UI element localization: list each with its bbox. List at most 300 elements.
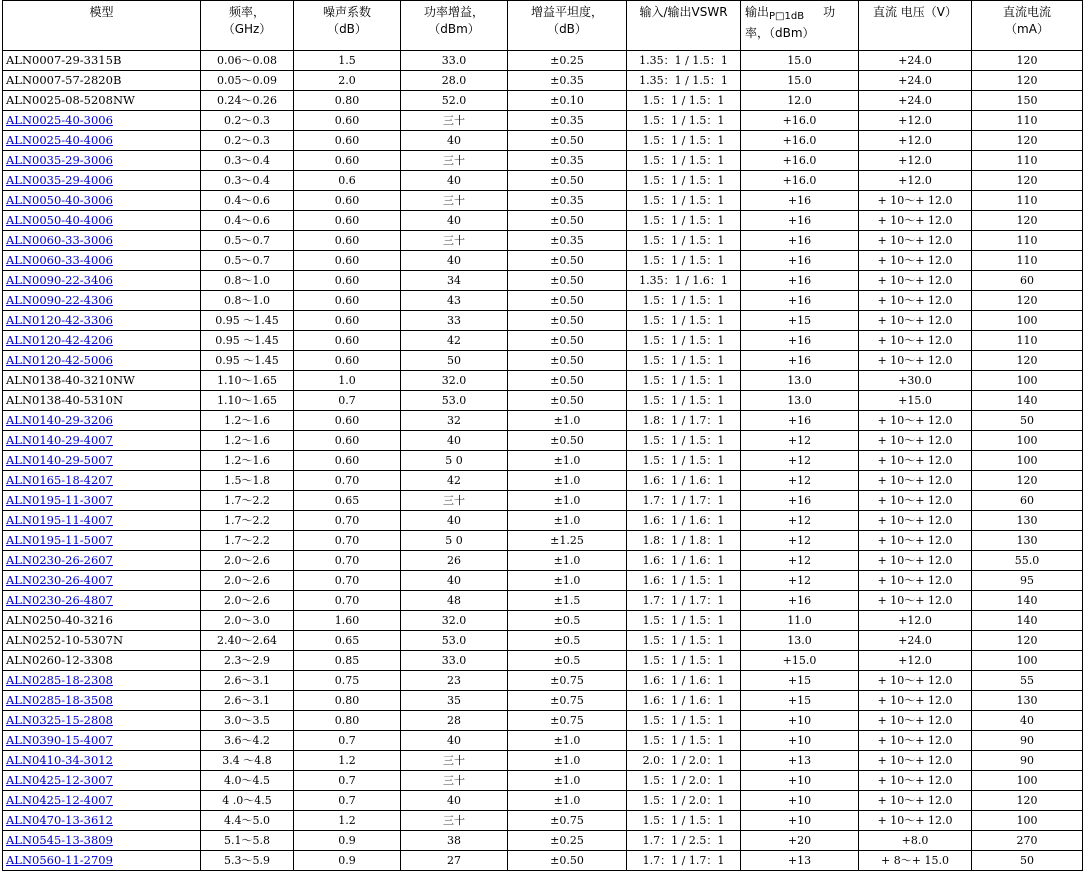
model-link[interactable]: ALN0390-15-4007 [6, 733, 113, 747]
table-row [3, 351, 1083, 371]
curr-cell: 110 [972, 191, 1083, 211]
vswr-cell: 1.7：1 / 1.7：1 [627, 851, 741, 871]
volt-cell: + 10～+ 12.0 [859, 731, 972, 751]
pout-cell: 15.0 [741, 51, 859, 71]
model-cell [3, 391, 201, 411]
curr-cell: 140 [972, 591, 1083, 611]
model-link[interactable]: ALN0545-13-3809 [6, 833, 113, 847]
volt-cell: + 10～+ 12.0 [859, 331, 972, 351]
vswr-cell: 1.5：1 / 1.5：1 [627, 351, 741, 371]
pout-cell: +12 [741, 451, 859, 471]
gain-cell: 50 [401, 351, 508, 371]
model-link[interactable]: ALN0195-11-3007 [6, 493, 113, 507]
pout-cell: +16 [741, 331, 859, 351]
freq-cell: 2.0～2.6 [201, 591, 294, 611]
volt-cell: + 10～+ 12.0 [859, 351, 972, 371]
vswr-cell: 1.6：1 / 1.5：1 [627, 571, 741, 591]
nf-cell: 0.60 [294, 311, 401, 331]
model-cell [3, 171, 201, 191]
volt-cell: + 10～+ 12.0 [859, 771, 972, 791]
gain-cell: 5 0 [401, 531, 508, 551]
pout-cell: +16 [741, 251, 859, 271]
gain-cell: 40 [401, 731, 508, 751]
pout-cell: 11.0 [741, 611, 859, 631]
curr-cell: 100 [972, 431, 1083, 451]
flat-cell: ±0.50 [508, 211, 627, 231]
gain-cell: 32 [401, 411, 508, 431]
model-link[interactable]: ALN0560-11-2709 [6, 853, 113, 867]
gain-cell: 34 [401, 271, 508, 291]
freq-cell: 4 .0～4.5 [201, 791, 294, 811]
model-link[interactable]: ALN0195-11-4007 [6, 513, 113, 527]
flat-cell: ±0.50 [508, 391, 627, 411]
header-gain-flatness-label: 增益平坦度， [530, 5, 603, 19]
nf-cell: 0.80 [294, 91, 401, 111]
nf-cell: 0.75 [294, 671, 401, 691]
curr-cell: 60 [972, 491, 1083, 511]
table-row [3, 791, 1083, 811]
nf-cell: 1.0 [294, 371, 401, 391]
nf-cell: 0.60 [294, 411, 401, 431]
flat-cell: ±1.0 [508, 471, 627, 491]
model-link[interactable]: ALN0050-40-4006 [6, 213, 113, 227]
model-link[interactable]: ALN0050-40-3006 [6, 193, 113, 207]
freq-cell: 2.6～3.1 [201, 691, 294, 711]
model-cell [3, 151, 201, 171]
table-row [3, 751, 1083, 771]
curr-cell: 110 [972, 251, 1083, 271]
vswr-cell: 1.5：1 / 1.5：1 [627, 211, 741, 231]
pout-cell: 12.0 [741, 91, 859, 111]
table-row [3, 271, 1083, 291]
curr-cell: 55.0 [972, 551, 1083, 571]
gain-cell: 40 [401, 251, 508, 271]
header-gain-flatness-unit: （dB） [547, 22, 587, 36]
model-cell [3, 131, 201, 151]
nf-cell: 0.60 [294, 131, 401, 151]
nf-cell: 0.70 [294, 471, 401, 491]
header-power-gain [401, 1, 508, 51]
model-text: ALN0138-40-5310N [6, 393, 124, 407]
gain-cell: 26 [401, 551, 508, 571]
table-row [3, 171, 1083, 191]
volt-cell: + 10～+ 12.0 [859, 471, 972, 491]
pout-cell: +15.0 [741, 651, 859, 671]
vswr-cell: 1.5：1 / 1.5：1 [627, 291, 741, 311]
nf-cell: 0.60 [294, 291, 401, 311]
volt-cell: + 10～+ 12.0 [859, 751, 972, 771]
gain-cell: 53.0 [401, 391, 508, 411]
vswr-cell: 1.5：1 / 1.5：1 [627, 311, 741, 331]
curr-cell: 120 [972, 631, 1083, 651]
model-text: ALN0252-10-5307N [6, 633, 124, 647]
table-row [3, 651, 1083, 671]
pout-cell: +10 [741, 811, 859, 831]
model-link[interactable]: ALN0410-34-3012 [6, 753, 113, 767]
flat-cell: ±1.0 [508, 571, 627, 591]
model-cell [3, 731, 201, 751]
flat-cell: ±0.35 [508, 71, 627, 91]
table-row [3, 151, 1083, 171]
model-cell [3, 51, 201, 71]
gain-cell: 33.0 [401, 651, 508, 671]
model-link[interactable]: ALN0120-42-3306 [6, 313, 113, 327]
freq-cell: 1.7～2.2 [201, 511, 294, 531]
volt-cell: +24.0 [859, 91, 972, 111]
freq-cell: 2.3～2.9 [201, 651, 294, 671]
flat-cell: ±0.50 [508, 371, 627, 391]
volt-cell: + 10～+ 12.0 [859, 231, 972, 251]
model-link[interactable]: ALN0425-12-4007 [6, 793, 113, 807]
table-row [3, 231, 1083, 251]
gain-cell: 40 [401, 511, 508, 531]
nf-cell: 0.70 [294, 551, 401, 571]
model-link[interactable]: ALN0035-29-3006 [6, 153, 113, 167]
pout-cell: +10 [741, 771, 859, 791]
curr-cell: 90 [972, 751, 1083, 771]
table-row [3, 371, 1083, 391]
flat-cell: ±0.25 [508, 831, 627, 851]
nf-cell: 0.80 [294, 711, 401, 731]
model-link[interactable]: ALN0285-18-2308 [6, 673, 113, 687]
volt-cell: + 10～+ 12.0 [859, 571, 972, 591]
model-cell [3, 191, 201, 211]
pout-cell: +16 [741, 591, 859, 611]
volt-cell: + 10～+ 12.0 [859, 311, 972, 331]
model-cell [3, 431, 201, 451]
volt-cell: + 10～+ 12.0 [859, 551, 972, 571]
pout-cell: 13.0 [741, 391, 859, 411]
volt-cell: +12.0 [859, 111, 972, 131]
model-link[interactable]: ALN0230-26-4007 [6, 573, 113, 587]
flat-cell: ±0.5 [508, 651, 627, 671]
table-body [3, 51, 1083, 871]
vswr-cell: 1.7：1 / 1.7：1 [627, 491, 741, 511]
freq-cell: 0.05～0.09 [201, 71, 294, 91]
model-link[interactable]: ALN0230-26-4807 [6, 593, 113, 607]
volt-cell: + 10～+ 12.0 [859, 791, 972, 811]
table-row [3, 731, 1083, 751]
nf-cell: 0.60 [294, 111, 401, 131]
freq-cell: 0.8～1.0 [201, 291, 294, 311]
vswr-cell: 1.6：1 / 1.6：1 [627, 671, 741, 691]
gain-cell: 28.0 [401, 71, 508, 91]
curr-cell: 95 [972, 571, 1083, 591]
vswr-cell: 1.35：1 / 1.5：1 [627, 71, 741, 91]
curr-cell: 40 [972, 711, 1083, 731]
header-dc-current [972, 1, 1083, 51]
flat-cell: ±0.35 [508, 111, 627, 131]
volt-cell: +12.0 [859, 151, 972, 171]
model-link[interactable]: ALN0165-18-4207 [6, 473, 113, 487]
pout-cell: +12 [741, 471, 859, 491]
nf-cell: 0.7 [294, 391, 401, 411]
curr-cell: 110 [972, 111, 1083, 131]
nf-cell: 2.0 [294, 71, 401, 91]
nf-cell: 0.60 [294, 271, 401, 291]
header-vswr-label: 输入/输出VSWR [639, 5, 728, 19]
model-link[interactable]: ALN0120-42-5006 [6, 353, 113, 367]
nf-cell: 0.80 [294, 691, 401, 711]
gain-cell: 40 [401, 171, 508, 191]
curr-cell: 120 [972, 51, 1083, 71]
freq-cell: 0.4～0.6 [201, 211, 294, 231]
model-cell [3, 711, 201, 731]
curr-cell: 60 [972, 271, 1083, 291]
nf-cell: 0.7 [294, 771, 401, 791]
model-text: ALN0250-40-3216 [6, 613, 113, 627]
model-link[interactable]: ALN0230-26-2607 [6, 553, 113, 567]
vswr-cell: 1.5：1 / 1.5：1 [627, 331, 741, 351]
pout-cell: 13.0 [741, 631, 859, 651]
volt-cell: + 10～+ 12.0 [859, 451, 972, 471]
flat-cell: ±1.0 [508, 491, 627, 511]
nf-cell: 0.60 [294, 331, 401, 351]
freq-cell: 3.4 ～4.8 [201, 751, 294, 771]
nf-cell: 0.60 [294, 431, 401, 451]
flat-cell: ±1.25 [508, 531, 627, 551]
model-cell [3, 571, 201, 591]
model-link[interactable]: ALN0140-29-3206 [6, 413, 113, 427]
gain-cell: 23 [401, 671, 508, 691]
freq-cell: 0.06～0.08 [201, 51, 294, 71]
header-row [3, 1, 1083, 51]
table-row [3, 531, 1083, 551]
curr-cell: 150 [972, 91, 1083, 111]
pout-cell: +12 [741, 511, 859, 531]
volt-cell: + 8～+ 15.0 [859, 851, 972, 871]
pout-cell: +12 [741, 571, 859, 591]
flat-cell: ±1.0 [508, 751, 627, 771]
nf-cell: 0.9 [294, 831, 401, 851]
gain-cell: 40 [401, 571, 508, 591]
freq-cell: 2.0～3.0 [201, 611, 294, 631]
pout-cell: +16 [741, 211, 859, 231]
model-cell [3, 351, 201, 371]
model-cell [3, 551, 201, 571]
vswr-cell: 1.5：1 / 1.5：1 [627, 171, 741, 191]
header-output-power-unit: 率，（dBm） [745, 26, 815, 40]
model-cell [3, 471, 201, 491]
header-vswr [627, 1, 741, 51]
header-output-power-label-b: 功 [823, 5, 836, 19]
model-link[interactable]: ALN0025-40-4006 [6, 133, 113, 147]
model-link[interactable]: ALN0325-15-2808 [6, 713, 113, 727]
volt-cell: +24.0 [859, 631, 972, 651]
model-link[interactable]: ALN0140-29-4007 [6, 433, 113, 447]
gain-cell: 三十 [401, 811, 508, 831]
vswr-cell: 1.5：1 / 2.0：1 [627, 771, 741, 791]
flat-cell: ±0.50 [508, 331, 627, 351]
gain-cell: 三十 [401, 231, 508, 251]
curr-cell: 100 [972, 451, 1083, 471]
pout-cell: +12 [741, 551, 859, 571]
model-link[interactable]: ALN0060-33-3006 [6, 233, 113, 247]
pout-cell: +15 [741, 691, 859, 711]
table-row [3, 631, 1083, 651]
model-link[interactable]: ALN0195-11-5007 [6, 533, 113, 547]
table-row [3, 391, 1083, 411]
nf-cell: 0.60 [294, 351, 401, 371]
nf-cell: 0.60 [294, 191, 401, 211]
curr-cell: 100 [972, 651, 1083, 671]
vswr-cell: 1.5：1 / 1.5：1 [627, 731, 741, 751]
nf-cell: 0.60 [294, 151, 401, 171]
vswr-cell: 1.6：1 / 1.6：1 [627, 691, 741, 711]
vswr-cell: 1.7：1 / 2.5：1 [627, 831, 741, 851]
volt-cell: +12.0 [859, 131, 972, 151]
vswr-cell: 1.7：1 / 1.7：1 [627, 591, 741, 611]
pout-cell: +15 [741, 671, 859, 691]
gain-cell: 35 [401, 691, 508, 711]
model-link[interactable]: ALN0470-13-3612 [6, 813, 113, 827]
pout-cell: +12 [741, 531, 859, 551]
model-link[interactable]: ALN0120-42-4206 [6, 333, 113, 347]
flat-cell: ±0.75 [508, 711, 627, 731]
flat-cell: ±0.50 [508, 311, 627, 331]
table-row [3, 691, 1083, 711]
model-link[interactable]: ALN0140-29-5007 [6, 453, 113, 467]
vswr-cell: 1.5：1 / 1.5：1 [627, 131, 741, 151]
pout-cell: 15.0 [741, 71, 859, 91]
vswr-cell: 1.5：1 / 1.5：1 [627, 651, 741, 671]
flat-cell: ±0.75 [508, 671, 627, 691]
volt-cell: + 10～+ 12.0 [859, 531, 972, 551]
model-cell [3, 771, 201, 791]
model-link[interactable]: ALN0425-12-3007 [6, 773, 113, 787]
curr-cell: 130 [972, 511, 1083, 531]
model-link[interactable]: ALN0285-18-3508 [6, 693, 113, 707]
gain-cell: 三十 [401, 111, 508, 131]
model-cell [3, 631, 201, 651]
model-cell [3, 611, 201, 631]
model-cell [3, 211, 201, 231]
table-row [3, 91, 1083, 111]
vswr-cell: 1.5：1 / 1.5：1 [627, 631, 741, 651]
volt-cell: + 10～+ 12.0 [859, 291, 972, 311]
gain-cell: 42 [401, 331, 508, 351]
vswr-cell: 1.5：1 / 1.5：1 [627, 371, 741, 391]
vswr-cell: 1.8：1 / 1.7：1 [627, 411, 741, 431]
freq-cell: 0.2～0.3 [201, 131, 294, 151]
vswr-cell: 1.6：1 / 1.6：1 [627, 551, 741, 571]
vswr-cell: 1.5：1 / 1.5：1 [627, 451, 741, 471]
vswr-cell: 1.5：1 / 1.5：1 [627, 151, 741, 171]
volt-cell: + 10～+ 12.0 [859, 411, 972, 431]
header-frequency [201, 1, 294, 51]
nf-cell: 0.70 [294, 571, 401, 591]
curr-cell: 140 [972, 611, 1083, 631]
flat-cell: ±0.25 [508, 51, 627, 71]
volt-cell: + 10～+ 12.0 [859, 711, 972, 731]
table-row [3, 431, 1083, 451]
vswr-cell: 1.5：1 / 1.5：1 [627, 611, 741, 631]
volt-cell: +12.0 [859, 651, 972, 671]
gain-cell: 33.0 [401, 51, 508, 71]
vswr-cell: 1.5：1 / 1.5：1 [627, 251, 741, 271]
vswr-cell: 1.5：1 / 1.5：1 [627, 711, 741, 731]
model-cell [3, 531, 201, 551]
header-frequency-label: 频率， [228, 5, 265, 19]
table-row [3, 591, 1083, 611]
model-link[interactable]: ALN0090-22-3406 [6, 273, 113, 287]
gain-cell: 32.0 [401, 611, 508, 631]
model-cell [3, 291, 201, 311]
pout-cell: +16 [741, 191, 859, 211]
gain-cell: 40 [401, 131, 508, 151]
table-row [3, 211, 1083, 231]
freq-cell: 4.4～5.0 [201, 811, 294, 831]
model-cell [3, 451, 201, 471]
pout-cell: +10 [741, 791, 859, 811]
flat-cell: ±0.50 [508, 131, 627, 151]
gain-cell: 三十 [401, 151, 508, 171]
model-cell [3, 331, 201, 351]
flat-cell: ±0.75 [508, 811, 627, 831]
freq-cell: 0.24～0.26 [201, 91, 294, 111]
gain-cell: 52.0 [401, 91, 508, 111]
flat-cell: ±0.50 [508, 851, 627, 871]
pout-cell: +20 [741, 831, 859, 851]
model-link[interactable]: ALN0035-29-4006 [6, 173, 113, 187]
flat-cell: ±0.35 [508, 231, 627, 251]
header-model [3, 1, 201, 51]
header-output-power [741, 1, 859, 51]
pout-cell: 13.0 [741, 371, 859, 391]
curr-cell: 120 [972, 291, 1083, 311]
amplifier-spec-table [2, 0, 1083, 871]
header-dc-current-label: 直流电流 [1002, 5, 1051, 19]
flat-cell: ±1.0 [508, 771, 627, 791]
flat-cell: ±1.5 [508, 591, 627, 611]
model-cell [3, 851, 201, 871]
model-cell [3, 411, 201, 431]
table-row [3, 511, 1083, 531]
model-cell [3, 691, 201, 711]
freq-cell: 5.3～5.9 [201, 851, 294, 871]
model-cell [3, 751, 201, 771]
flat-cell: ±1.0 [508, 411, 627, 431]
gain-cell: 三十 [401, 751, 508, 771]
model-cell [3, 831, 201, 851]
freq-cell: 0.95 ～1.45 [201, 331, 294, 351]
model-text: ALN0138-40-3210NW [6, 373, 135, 387]
model-cell [3, 251, 201, 271]
model-link[interactable]: ALN0090-22-4306 [6, 293, 113, 307]
model-link[interactable]: ALN0060-33-4006 [6, 253, 113, 267]
gain-cell: 43 [401, 291, 508, 311]
model-link[interactable]: ALN0025-40-3006 [6, 113, 113, 127]
model-cell [3, 311, 201, 331]
gain-cell: 32.0 [401, 371, 508, 391]
freq-cell: 1.10～1.65 [201, 391, 294, 411]
pout-cell: +15 [741, 311, 859, 331]
model-cell [3, 71, 201, 91]
gain-cell: 三十 [401, 491, 508, 511]
nf-cell: 0.70 [294, 511, 401, 531]
volt-cell: + 10～+ 12.0 [859, 591, 972, 611]
volt-cell: +12.0 [859, 171, 972, 191]
gain-cell: 33 [401, 311, 508, 331]
header-noise-figure-unit: （dB） [327, 22, 367, 36]
nf-cell: 0.7 [294, 731, 401, 751]
header-noise-figure-label: 噪声系数 [322, 5, 371, 19]
table-row [3, 831, 1083, 851]
curr-cell: 50 [972, 411, 1083, 431]
table-header [3, 1, 1083, 51]
gain-cell: 三十 [401, 771, 508, 791]
curr-cell: 120 [972, 131, 1083, 151]
